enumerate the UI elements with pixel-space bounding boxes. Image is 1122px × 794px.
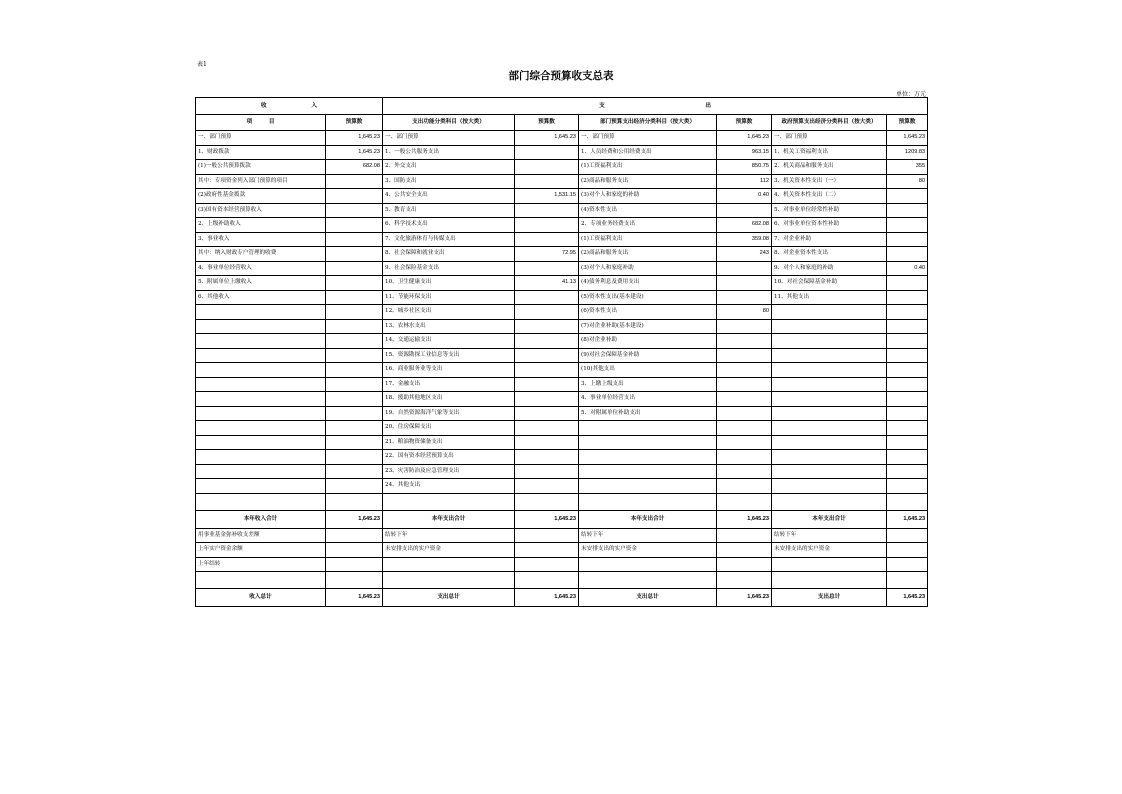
gov-econ-value bbox=[887, 464, 928, 479]
income-value bbox=[326, 247, 383, 262]
income-item bbox=[196, 421, 326, 436]
income-item bbox=[196, 479, 326, 494]
dept-econ-value bbox=[717, 450, 772, 465]
income-item: 3、事业收入 bbox=[196, 232, 326, 247]
func-class-value bbox=[515, 464, 579, 479]
dept-econ-value: 0.40 bbox=[717, 189, 772, 204]
income-item bbox=[196, 435, 326, 450]
func-class-value bbox=[515, 479, 579, 494]
dept-econ-item bbox=[579, 450, 717, 465]
income-item bbox=[196, 392, 326, 407]
cell bbox=[515, 543, 579, 558]
gov-econ-item: 9、对个人和家庭的补助 bbox=[772, 261, 887, 276]
table-row bbox=[196, 160, 928, 175]
gov-econ-value bbox=[887, 421, 928, 436]
income-value bbox=[326, 421, 383, 436]
dept-econ-item: (5)资本性支出(基本建设) bbox=[579, 290, 717, 305]
cell bbox=[887, 557, 928, 572]
dept-econ-item: (9)对社会保障基金补助 bbox=[579, 348, 717, 363]
income-item: 一、部门预算 bbox=[196, 131, 326, 146]
func-class-item: 21、粮油物资储备支出 bbox=[383, 435, 515, 450]
dept-econ-value: 243 bbox=[717, 247, 772, 262]
income-value bbox=[326, 348, 383, 363]
dept-econ-item: 3、上缴上级支出 bbox=[579, 377, 717, 392]
income-value bbox=[326, 276, 383, 291]
gov-econ-item: 3、机关资本性支出（一） bbox=[772, 174, 887, 189]
func-class-value bbox=[515, 406, 579, 421]
expense-total-value: 1,645.23 bbox=[717, 589, 772, 607]
income-value bbox=[326, 319, 383, 334]
income-item bbox=[196, 464, 326, 479]
func-class-value bbox=[515, 435, 579, 450]
income-item: 其中：纳入财政专户管理的收费 bbox=[196, 247, 326, 262]
gov-econ-item bbox=[772, 450, 887, 465]
func-class-value: 72.95 bbox=[515, 247, 579, 262]
blank-row bbox=[196, 572, 928, 589]
dept-econ-value: 112 bbox=[717, 174, 772, 189]
table-row bbox=[196, 305, 928, 320]
income-item bbox=[196, 348, 326, 363]
dept-econ-value bbox=[717, 348, 772, 363]
gov-econ-item bbox=[772, 406, 887, 421]
table-row bbox=[196, 247, 928, 262]
dept-econ-value bbox=[717, 479, 772, 494]
func-class-value bbox=[515, 218, 579, 233]
income-item: (1)一般公共预算拨款 bbox=[196, 160, 326, 175]
cell: 结转下年 bbox=[579, 528, 717, 543]
dept-econ-item: (8)对企业补助 bbox=[579, 334, 717, 349]
dept-econ-value: 682.08 bbox=[717, 218, 772, 233]
table-row bbox=[196, 319, 928, 334]
cell bbox=[887, 543, 928, 558]
expense-total-label: 支出总计 bbox=[772, 589, 887, 607]
income-item: 其中：专项资金列入部门预算的项目 bbox=[196, 174, 326, 189]
func-class-item: 1、一般公共服务支出 bbox=[383, 145, 515, 160]
gov-econ-item bbox=[772, 421, 887, 436]
gov-econ-value bbox=[887, 392, 928, 407]
dept-econ-value bbox=[717, 276, 772, 291]
year-expense-label: 本年支出合计 bbox=[579, 510, 717, 528]
dept-econ-item: (7)对企业补助(基本建设) bbox=[579, 319, 717, 334]
income-value bbox=[326, 290, 383, 305]
unit-label: 单位：万元 bbox=[895, 91, 926, 98]
year-income-label: 本年收入合计 bbox=[196, 510, 326, 528]
table-row bbox=[196, 232, 928, 247]
func-class-item: 19、自然资源海洋气象等支出 bbox=[383, 406, 515, 421]
gov-econ-value: 80 bbox=[887, 174, 928, 189]
func-class-item: 4、公共安全支出 bbox=[383, 189, 515, 204]
gov-econ-value bbox=[887, 450, 928, 465]
extra-row bbox=[196, 543, 928, 558]
gov-econ-item bbox=[772, 377, 887, 392]
income-value bbox=[326, 174, 383, 189]
dept-econ-item: (3)对个人和家庭的补助 bbox=[579, 189, 717, 204]
dept-econ-item: 一、部门预算 bbox=[579, 131, 717, 146]
table-row bbox=[196, 392, 928, 407]
func-class-item: 17、金融支出 bbox=[383, 377, 515, 392]
blank-row bbox=[196, 493, 928, 510]
func-class-item: 3、国防支出 bbox=[383, 174, 515, 189]
dept-econ-value bbox=[717, 261, 772, 276]
gov-econ-value bbox=[887, 406, 928, 421]
income-item: (2)政府性基金拨款 bbox=[196, 189, 326, 204]
gov-econ-item bbox=[772, 464, 887, 479]
dept-econ-item: (4)资本性支出 bbox=[579, 203, 717, 218]
func-class-value bbox=[515, 450, 579, 465]
cell: 结转下年 bbox=[383, 528, 515, 543]
income-value bbox=[326, 232, 383, 247]
income-value: 1,645.23 bbox=[326, 131, 383, 146]
gov-econ-value bbox=[887, 232, 928, 247]
gov-econ-value bbox=[887, 319, 928, 334]
func-class-item: 18、援助其他地区支出 bbox=[383, 392, 515, 407]
func-class-item: 14、交通运输支出 bbox=[383, 334, 515, 349]
gov-econ-item bbox=[772, 435, 887, 450]
income-header: 收 入 bbox=[196, 98, 383, 115]
item-header: 项 目 bbox=[196, 115, 326, 131]
cell bbox=[717, 543, 772, 558]
gov-econ-value bbox=[887, 203, 928, 218]
income-item: 6、其他收入 bbox=[196, 290, 326, 305]
income-value bbox=[326, 392, 383, 407]
dept-econ-value bbox=[717, 421, 772, 436]
dept-econ-value bbox=[717, 377, 772, 392]
gov-econ-value bbox=[887, 218, 928, 233]
income-total-value: 1,645.23 bbox=[326, 589, 383, 607]
income-item bbox=[196, 363, 326, 378]
dept-econ-item: (10)其他支出 bbox=[579, 363, 717, 378]
gov-econ-item: 7、对企业补助 bbox=[772, 232, 887, 247]
table-row bbox=[196, 145, 928, 160]
gov-econ-value bbox=[887, 479, 928, 494]
income-value bbox=[326, 435, 383, 450]
dept-econ-item: (2)商品和服务支出 bbox=[579, 247, 717, 262]
table-number: 表1 bbox=[197, 61, 207, 68]
dept-econ-item bbox=[579, 435, 717, 450]
gov-econ-class-header: 政府预算支出经济分类科目（按大类） bbox=[772, 115, 887, 131]
table-footer bbox=[196, 493, 928, 607]
income-item bbox=[196, 305, 326, 320]
dept-econ-value bbox=[717, 406, 772, 421]
func-class-value bbox=[515, 348, 579, 363]
dept-econ-value bbox=[717, 435, 772, 450]
func-class-header: 支出功能分类科目（按大类） bbox=[383, 115, 515, 131]
gov-econ-item: 6、对事业单位资本性补助 bbox=[772, 218, 887, 233]
expense-total-value: 1,645.23 bbox=[887, 589, 928, 607]
table-row bbox=[196, 435, 928, 450]
expense-total-label: 支出总计 bbox=[383, 589, 515, 607]
expense-header: 支 出 bbox=[383, 98, 928, 115]
func-class-value bbox=[515, 363, 579, 378]
cell bbox=[326, 543, 383, 558]
income-value bbox=[326, 189, 383, 204]
cell bbox=[772, 557, 887, 572]
func-class-value bbox=[515, 305, 579, 320]
cell: 上年实户资金余额 bbox=[196, 543, 326, 558]
income-item bbox=[196, 319, 326, 334]
gov-econ-item bbox=[772, 348, 887, 363]
gov-econ-value bbox=[887, 377, 928, 392]
func-class-item: 16、商业服务业等支出 bbox=[383, 363, 515, 378]
table-row bbox=[196, 218, 928, 233]
cell: 上年结转 bbox=[196, 557, 326, 572]
dept-econ-item: (1)工资福利支出 bbox=[579, 160, 717, 175]
cell bbox=[579, 557, 717, 572]
extra-row bbox=[196, 528, 928, 543]
income-item bbox=[196, 406, 326, 421]
func-class-item: 2、外交支出 bbox=[383, 160, 515, 175]
cell bbox=[383, 557, 515, 572]
income-value bbox=[326, 203, 383, 218]
gov-econ-item bbox=[772, 305, 887, 320]
income-item bbox=[196, 334, 326, 349]
budget-amount-header: 预算数 bbox=[887, 115, 928, 131]
gov-econ-item: 8、对企业资本性支出 bbox=[772, 247, 887, 262]
func-class-value bbox=[515, 334, 579, 349]
func-class-value bbox=[515, 174, 579, 189]
func-class-value bbox=[515, 160, 579, 175]
func-class-item: 22、国有资本经营预算支出 bbox=[383, 450, 515, 465]
year-expense-value: 1,645.23 bbox=[515, 510, 579, 528]
table-row bbox=[196, 363, 928, 378]
table-body bbox=[196, 98, 928, 494]
budget-amount-header: 预算数 bbox=[326, 115, 383, 131]
func-class-value bbox=[515, 290, 579, 305]
page-title: 部门综合预算收支总表 bbox=[508, 70, 614, 82]
table-row bbox=[196, 261, 928, 276]
gov-econ-item: 5、对事业单位经常性补助 bbox=[772, 203, 887, 218]
table-row bbox=[196, 479, 928, 494]
year-total-row bbox=[196, 510, 928, 528]
dept-econ-value: 1,645.23 bbox=[717, 131, 772, 146]
gov-econ-item bbox=[772, 319, 887, 334]
dept-econ-item: 4、事业单位经营支出 bbox=[579, 392, 717, 407]
func-class-value bbox=[515, 261, 579, 276]
dept-econ-value bbox=[717, 290, 772, 305]
expense-total-label: 支出总计 bbox=[579, 589, 717, 607]
func-class-item: 13、农林水支出 bbox=[383, 319, 515, 334]
year-expense-label: 本年支出合计 bbox=[772, 510, 887, 528]
func-class-item: 24、其他支出 bbox=[383, 479, 515, 494]
func-class-value: 41.13 bbox=[515, 276, 579, 291]
table-row bbox=[196, 189, 928, 204]
dept-econ-item: (3)对个人和家庭补助 bbox=[579, 261, 717, 276]
cell bbox=[717, 528, 772, 543]
gov-econ-item: 2、机关商品和服务支出 bbox=[772, 160, 887, 175]
dept-econ-item bbox=[579, 464, 717, 479]
income-value bbox=[326, 334, 383, 349]
dept-econ-item: 2、专项业务经费支出 bbox=[579, 218, 717, 233]
func-class-item: 11、节能环保支出 bbox=[383, 290, 515, 305]
func-class-item: 20、住房保障支出 bbox=[383, 421, 515, 436]
func-class-item: 一、部门预算 bbox=[383, 131, 515, 146]
cell bbox=[717, 557, 772, 572]
cell bbox=[887, 528, 928, 543]
year-income-value: 1,645.23 bbox=[326, 510, 383, 528]
func-class-value bbox=[515, 203, 579, 218]
gov-econ-item bbox=[772, 363, 887, 378]
income-item: 4、事业单位经营收入 bbox=[196, 261, 326, 276]
dept-econ-value bbox=[717, 363, 772, 378]
column-header-row bbox=[196, 115, 928, 131]
income-value bbox=[326, 464, 383, 479]
dept-econ-value bbox=[717, 319, 772, 334]
func-class-value bbox=[515, 392, 579, 407]
gov-econ-item bbox=[772, 392, 887, 407]
cell: 用事业基金弥补收支差额 bbox=[196, 528, 326, 543]
income-value bbox=[326, 406, 383, 421]
func-class-item: 7、文化旅游体育与传媒支出 bbox=[383, 232, 515, 247]
func-class-value bbox=[515, 421, 579, 436]
cell: 未安排支出的实户资金 bbox=[383, 543, 515, 558]
dept-econ-item: (1)工资福利支出 bbox=[579, 232, 717, 247]
func-class-value: 1,645.23 bbox=[515, 131, 579, 146]
year-expense-value: 1,645.23 bbox=[887, 510, 928, 528]
gov-econ-value bbox=[887, 189, 928, 204]
dept-econ-value bbox=[717, 464, 772, 479]
table-row bbox=[196, 421, 928, 436]
dept-econ-class-header: 部门预算支出经济分类科目（按大类） bbox=[579, 115, 717, 131]
extra-row bbox=[196, 557, 928, 572]
dept-econ-value bbox=[717, 203, 772, 218]
income-value bbox=[326, 261, 383, 276]
year-expense-label: 本年支出合计 bbox=[383, 510, 515, 528]
gov-econ-value bbox=[887, 435, 928, 450]
dept-econ-value: 80 bbox=[717, 305, 772, 320]
gov-econ-item: 一、部门预算 bbox=[772, 131, 887, 146]
dept-econ-item: 5、对附属单位补助支出 bbox=[579, 406, 717, 421]
income-value: 682.08 bbox=[326, 160, 383, 175]
table-row bbox=[196, 348, 928, 363]
income-item bbox=[196, 450, 326, 465]
table-row bbox=[196, 450, 928, 465]
income-item: 2、上级补助收入 bbox=[196, 218, 326, 233]
func-class-item: 6、科学技术支出 bbox=[383, 218, 515, 233]
table-row bbox=[196, 174, 928, 189]
func-class-item: 9、社会保险基金支出 bbox=[383, 261, 515, 276]
gov-econ-value: 355 bbox=[887, 160, 928, 175]
func-class-value bbox=[515, 145, 579, 160]
gov-econ-item: 11、其他支出 bbox=[772, 290, 887, 305]
dept-econ-value: 963.15 bbox=[717, 145, 772, 160]
dept-econ-item: 1、人员经费和公用经费支出 bbox=[579, 145, 717, 160]
func-class-item: 15、资源勘探工业信息等支出 bbox=[383, 348, 515, 363]
gov-econ-value bbox=[887, 334, 928, 349]
gov-econ-item bbox=[772, 479, 887, 494]
table-row bbox=[196, 290, 928, 305]
func-class-value bbox=[515, 232, 579, 247]
cell bbox=[326, 528, 383, 543]
budget-summary-table bbox=[195, 97, 928, 607]
gov-econ-item: 1、机关工资福利支出 bbox=[772, 145, 887, 160]
income-item bbox=[196, 377, 326, 392]
func-class-item: 5、教育支出 bbox=[383, 203, 515, 218]
cell bbox=[515, 557, 579, 572]
dept-econ-item: (6)资本性支出 bbox=[579, 305, 717, 320]
dept-econ-value: 359.08 bbox=[717, 232, 772, 247]
gov-econ-value bbox=[887, 290, 928, 305]
expense-total-value: 1,645.23 bbox=[515, 589, 579, 607]
budget-amount-header: 预算数 bbox=[515, 115, 579, 131]
income-value bbox=[326, 305, 383, 320]
income-total-label: 收入总计 bbox=[196, 589, 326, 607]
dept-econ-item bbox=[579, 479, 717, 494]
cell: 未安排支出的实户资金 bbox=[579, 543, 717, 558]
dept-econ-item: (4)债务利息及费用支出 bbox=[579, 276, 717, 291]
func-class-item: 23、灾害防治及应急管理支出 bbox=[383, 464, 515, 479]
func-class-value bbox=[515, 319, 579, 334]
cell bbox=[326, 557, 383, 572]
gov-econ-value bbox=[887, 363, 928, 378]
cell: 未安排支出的实户资金 bbox=[772, 543, 887, 558]
gov-econ-item: 10、对社会保障基金补助 bbox=[772, 276, 887, 291]
gov-econ-value bbox=[887, 348, 928, 363]
income-item: 1、财政拨款 bbox=[196, 145, 326, 160]
income-value bbox=[326, 363, 383, 378]
gov-econ-value bbox=[887, 247, 928, 262]
dept-econ-value: 850.75 bbox=[717, 160, 772, 175]
year-expense-value: 1,645.23 bbox=[717, 510, 772, 528]
dept-econ-value bbox=[717, 392, 772, 407]
dept-econ-item: (2)商品和服务支出 bbox=[579, 174, 717, 189]
func-class-item: 12、城乡社区支出 bbox=[383, 305, 515, 320]
cell: 结转下年 bbox=[772, 528, 887, 543]
grand-total-row bbox=[196, 589, 928, 607]
func-class-value: 1,531.15 bbox=[515, 189, 579, 204]
table-row bbox=[196, 464, 928, 479]
income-value bbox=[326, 218, 383, 233]
income-item: (3)国有资本经营预算收入 bbox=[196, 203, 326, 218]
income-item: 5、附属单位上缴收入 bbox=[196, 276, 326, 291]
func-class-item: 8、社会保障和就业支出 bbox=[383, 247, 515, 262]
func-class-value bbox=[515, 377, 579, 392]
table-row bbox=[196, 203, 928, 218]
income-value bbox=[326, 479, 383, 494]
gov-econ-value bbox=[887, 305, 928, 320]
gov-econ-item bbox=[772, 334, 887, 349]
table-row bbox=[196, 377, 928, 392]
gov-econ-item: 4、机关资本性支出（二） bbox=[772, 189, 887, 204]
budget-amount-header: 预算数 bbox=[717, 115, 772, 131]
table-row bbox=[196, 131, 928, 146]
gov-econ-value bbox=[887, 276, 928, 291]
func-class-item: 10、卫生健康支出 bbox=[383, 276, 515, 291]
dept-econ-value bbox=[717, 334, 772, 349]
gov-econ-value: 1209.83 bbox=[887, 145, 928, 160]
gov-econ-value: 0.40 bbox=[887, 261, 928, 276]
section-header-row bbox=[196, 98, 928, 115]
dept-econ-item bbox=[579, 421, 717, 436]
income-value bbox=[326, 377, 383, 392]
table-row bbox=[196, 334, 928, 349]
gov-econ-value: 1,645.23 bbox=[887, 131, 928, 146]
income-value: 1,645.23 bbox=[326, 145, 383, 160]
cell bbox=[515, 528, 579, 543]
income-value bbox=[326, 450, 383, 465]
table-row bbox=[196, 406, 928, 421]
table-row bbox=[196, 276, 928, 291]
